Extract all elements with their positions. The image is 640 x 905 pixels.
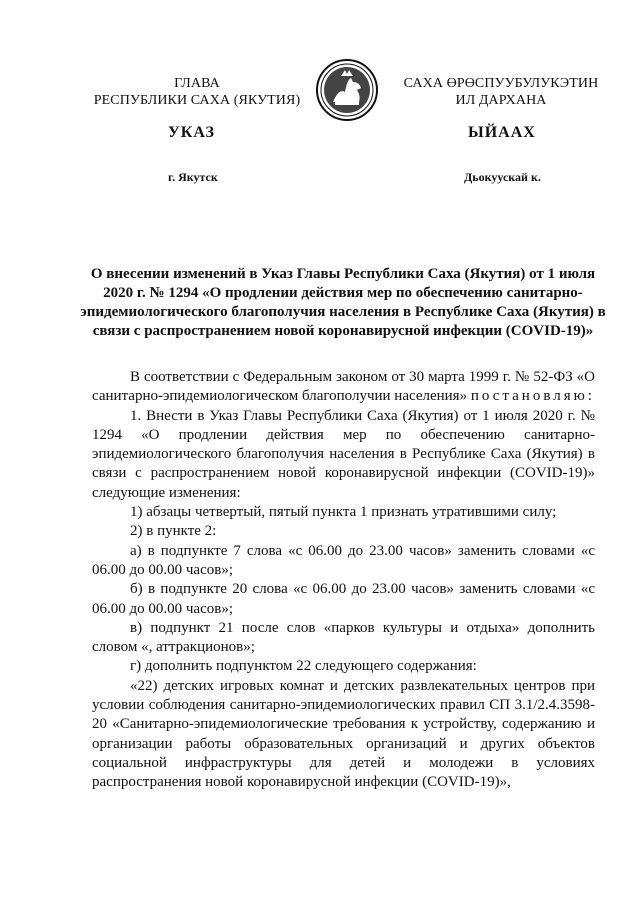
subitem-2b: б) в подпункте 20 слова «с 06.00 до 23.00 часов» заменить словами «с 06.00 до 00.00 часов»; — [92, 581, 595, 617]
document-type-russian: УКАЗ — [168, 124, 215, 141]
issuer-header-russian — [88, 75, 306, 109]
city-sakha: Дьокуускай к. — [464, 170, 541, 184]
item-1: 1. Внести в Указ Главы Республики Саха (Якутия) от 1 июля 2020 г. № 1294 «О продлении действия мер по обеспечению санитарно-эпидемиологического благополучия населения в Республике Саха (Якутия) в связи с распространением новой коронавирусной инфекции (COVID-19)» следующие изменения: — [92, 407, 595, 501]
subitem-2v: в) подпункт 21 после слов «парков культуры и отдыха» дополнить словом «, аттракционов»; — [92, 619, 595, 656]
city-russian: г. Якутск — [168, 170, 218, 184]
issuer-header-sakha — [396, 75, 606, 109]
issuer-line-1-sakha: САХА ӨРӨСПУУБУЛУКЭТИН — [403, 76, 599, 91]
coat-of-arms-emblem-icon — [315, 58, 379, 122]
subitem-1: 1) абзацы четвертый, пятый пункта 1 признать утратившими силу; — [130, 504, 557, 521]
subitem-2: 2) в пункте 2: — [130, 523, 217, 540]
decree-word: постановляю: — [470, 388, 595, 405]
issuer-line-1: ГЛАВА — [174, 76, 220, 91]
issuer-line-2: РЕСПУБЛИКИ САХА (ЯКУТИЯ) — [93, 93, 301, 108]
intro-paragraph — [92, 368, 595, 407]
subitem-2g: г) дополнить подпунктом 22 следующего содержания: — [130, 658, 477, 675]
quoted-subitem-22: «22) детских игровых комнат и детских развлекательных центров при условии соблюдения санитарно-эпидемиологических правил СП 3.1/2.4.3598-20 «Санитарно-эпидемиологические требования к устройству, содержанию и организации работы образовательных организаций и других объектов социальной инфраструктуры для детей и молодежи в условиях распространения новой коронавирусной инфекции (COVID-19)», — [92, 677, 595, 791]
document-type-sakha: ЫЙААХ — [468, 124, 536, 141]
subitem-2a: а) в подпункте 7 слова «с 06.00 до 23.00 часов» заменить словами «с 06.00 до 00.00 часов»; — [92, 542, 595, 578]
intro-text: В соответствии с Федеральным законом от 30 марта 1999 г. № 52-ФЗ «О санитарно-эпидемиологическом благополучии населения» — [92, 369, 595, 405]
decree-subject: О внесении изменений в Указ Главы Республики Саха (Якутия) от 1 июля 2020 г. № 1294 «О продлении действия мер по обеспечению санитарно-эпидемиологического благополучия населения в Республике Саха (Якутия) в связи с распространением новой коронавирусной инфекции (COVID-19)» — [80, 266, 606, 339]
decree-body — [92, 368, 595, 793]
issuer-line-2-sakha: ИЛ ДАРХАНА — [455, 93, 547, 108]
